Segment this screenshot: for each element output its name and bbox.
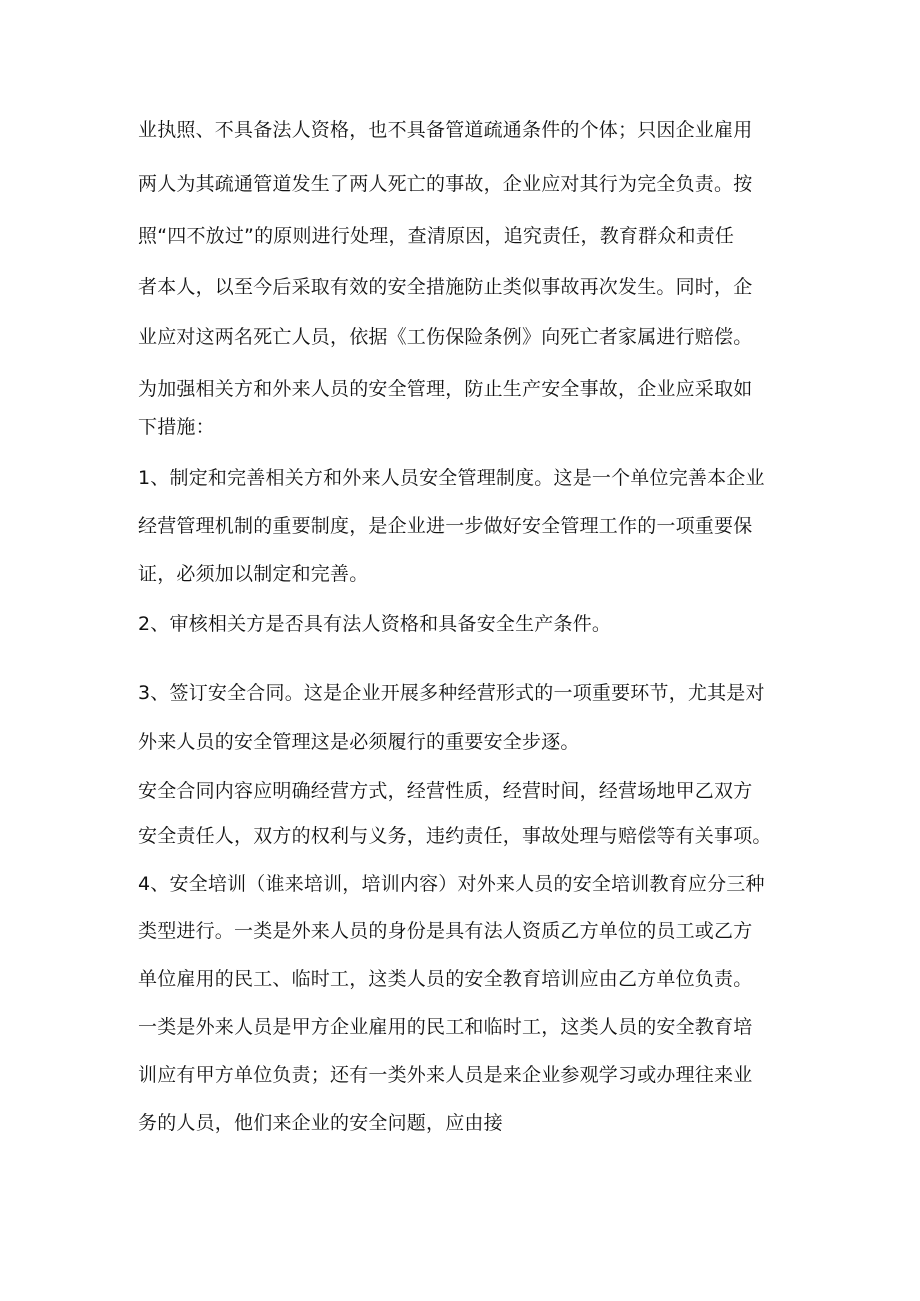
text-line: 业应对这两名死亡人员，依据《工伤保险条例》向死亡者家属进行赔偿。 (138, 326, 753, 348)
text-line: 两人为其疏通管道发生了两人死亡的事故，企业应对其行为完全负责。按 (138, 173, 753, 195)
text-line: 为加强相关方和外来人员的安全管理，防止生产安全事故，企业应采取如 (138, 378, 753, 400)
list-item-4: 4、安全培训（谁来培训，培训内容）对外来人员的安全培训教育应分三种 (138, 873, 765, 895)
text-line: 安全合同内容应明确经营方式，经营性质，经营时间，经营场地甲乙双方 (138, 780, 753, 802)
text-line: 经营管理机制的重要制度，是企业进一步做好安全管理工作的一项重要保 (138, 515, 753, 537)
text-line: 照“四不放过”的原则进行处理，查清原因，追究责任，教育群众和责任 (138, 225, 735, 247)
list-item-3: 3、签订安全合同。这是企业开展多种经营形式的一项重要环节，尤其是对 (138, 682, 765, 704)
text-line: 务的人员，他们来企业的安全问题，应由接 (138, 1112, 503, 1134)
text-line: 安全责任人，双方的权利与义务，违约责任，事故处理与赔偿等有关事项。 (138, 825, 772, 847)
text-line: 一类是外来人员是甲方企业雇用的民工和临时工，这类人员的安全教育培 (138, 1016, 753, 1038)
text-line: 者本人，以至今后采取有效的安全措施防止类似事故再次发生。同时，企 (138, 276, 753, 298)
list-item-1: 1、制定和完善相关方和外来人员安全管理制度。这是一个单位完善本企业 (138, 467, 765, 489)
text-line: 下措施： (138, 416, 215, 438)
text-line: 单位雇用的民工、临时工，这类人员的安全教育培训应由乙方单位负责。 (138, 968, 753, 990)
text-line: 类型进行。一类是外来人员的身份是具有法人资质乙方单位的员工或乙方 (138, 920, 753, 942)
text-line: 证，必须加以制定和完善。 (138, 563, 369, 585)
text-line: 训应有甲方单位负责；还有一类外来人员是来企业参观学习或办理往来业 (138, 1064, 753, 1086)
list-item-2: 2、审核相关方是否具有法人资格和具备安全生产条件。 (138, 613, 612, 635)
text-line: 外来人员的安全管理这是必须履行的重要安全步逐。 (138, 731, 580, 753)
text-line: 业执照、不具备法人资格，也不具备管道疏通条件的个体；只因企业雇用 (138, 119, 753, 141)
